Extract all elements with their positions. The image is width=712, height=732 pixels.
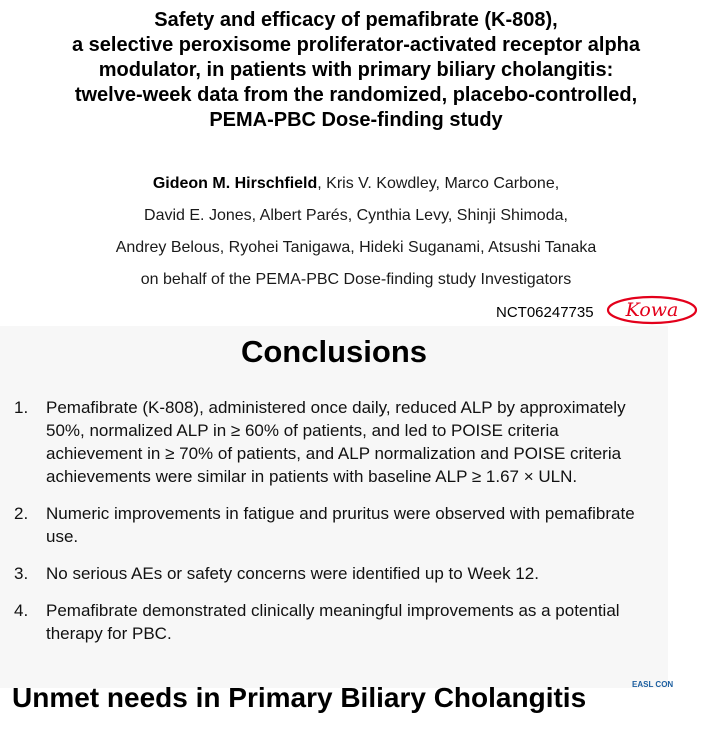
item-text: Pemafibrate (K-808), administered once daily, reduced ALP by approximately 50%, normalized ALP in ≥ 60% of patients, and led to POISE criteria achievement in ≥ 70% of patients, and ALP normalization and POISE criteria achievements were similar in patients with baseline ALP ≥ 1.67 × ULN. (46, 398, 626, 486)
easl-logo: EASL CON (632, 680, 674, 689)
item-number: 3. (14, 564, 29, 583)
item-number: 1. (14, 398, 29, 417)
lead-author: Gideon M. Hirschfield (152, 175, 318, 192)
kowa-logo (606, 294, 698, 326)
title-line: a selective peroxisome proliferator-activated receptor alpha (72, 34, 640, 56)
panel-margin (668, 326, 712, 688)
author-line: on behalf of the PEMA-PBC Dose-finding study Investigators (140, 271, 572, 288)
author-line (0, 168, 712, 200)
item-text: Numeric improvements in fatigue and pruritus were observed with pemafibrate use. (46, 504, 635, 546)
conclusions-list (14, 396, 654, 659)
title-line: twelve-week data from the randomized, placebo-controlled, (74, 84, 638, 106)
list-item (14, 396, 654, 488)
title-line: PEMA-PBC Dose-finding study (209, 109, 503, 131)
conclusions-heading: Conclusions (240, 334, 427, 369)
list-item (14, 502, 654, 548)
poster-title (0, 8, 712, 133)
list-item (14, 562, 654, 585)
author-list (0, 168, 712, 296)
item-text: No serious AEs or safety concerns were identified up to Week 12. (46, 564, 539, 583)
section-heading: Unmet needs in Primary Biliary Cholangitis (12, 682, 587, 713)
kowa-logo-text: Kowa (625, 299, 679, 321)
list-item (14, 599, 654, 645)
trial-id: NCT06247735 (496, 304, 594, 321)
title-line: Safety and efficacy of pemafibrate (K-808), (154, 9, 558, 31)
author-names: , Kris V. Kowdley, Marco Carbone, (317, 175, 560, 192)
item-text: Pemafibrate demonstrated clinically meaningful improvements as a potential therapy for PBC. (46, 601, 620, 643)
item-number: 4. (14, 601, 29, 620)
author-line: Andrey Belous, Ryohei Tanigawa, Hideki Suganami, Atsushi Tanaka (115, 239, 597, 256)
author-line: David E. Jones, Albert Parés, Cynthia Levy, Shinji Shimoda, (144, 207, 568, 224)
title-line: modulator, in patients with primary biliary cholangitis: (98, 59, 614, 81)
item-number: 2. (14, 504, 29, 523)
